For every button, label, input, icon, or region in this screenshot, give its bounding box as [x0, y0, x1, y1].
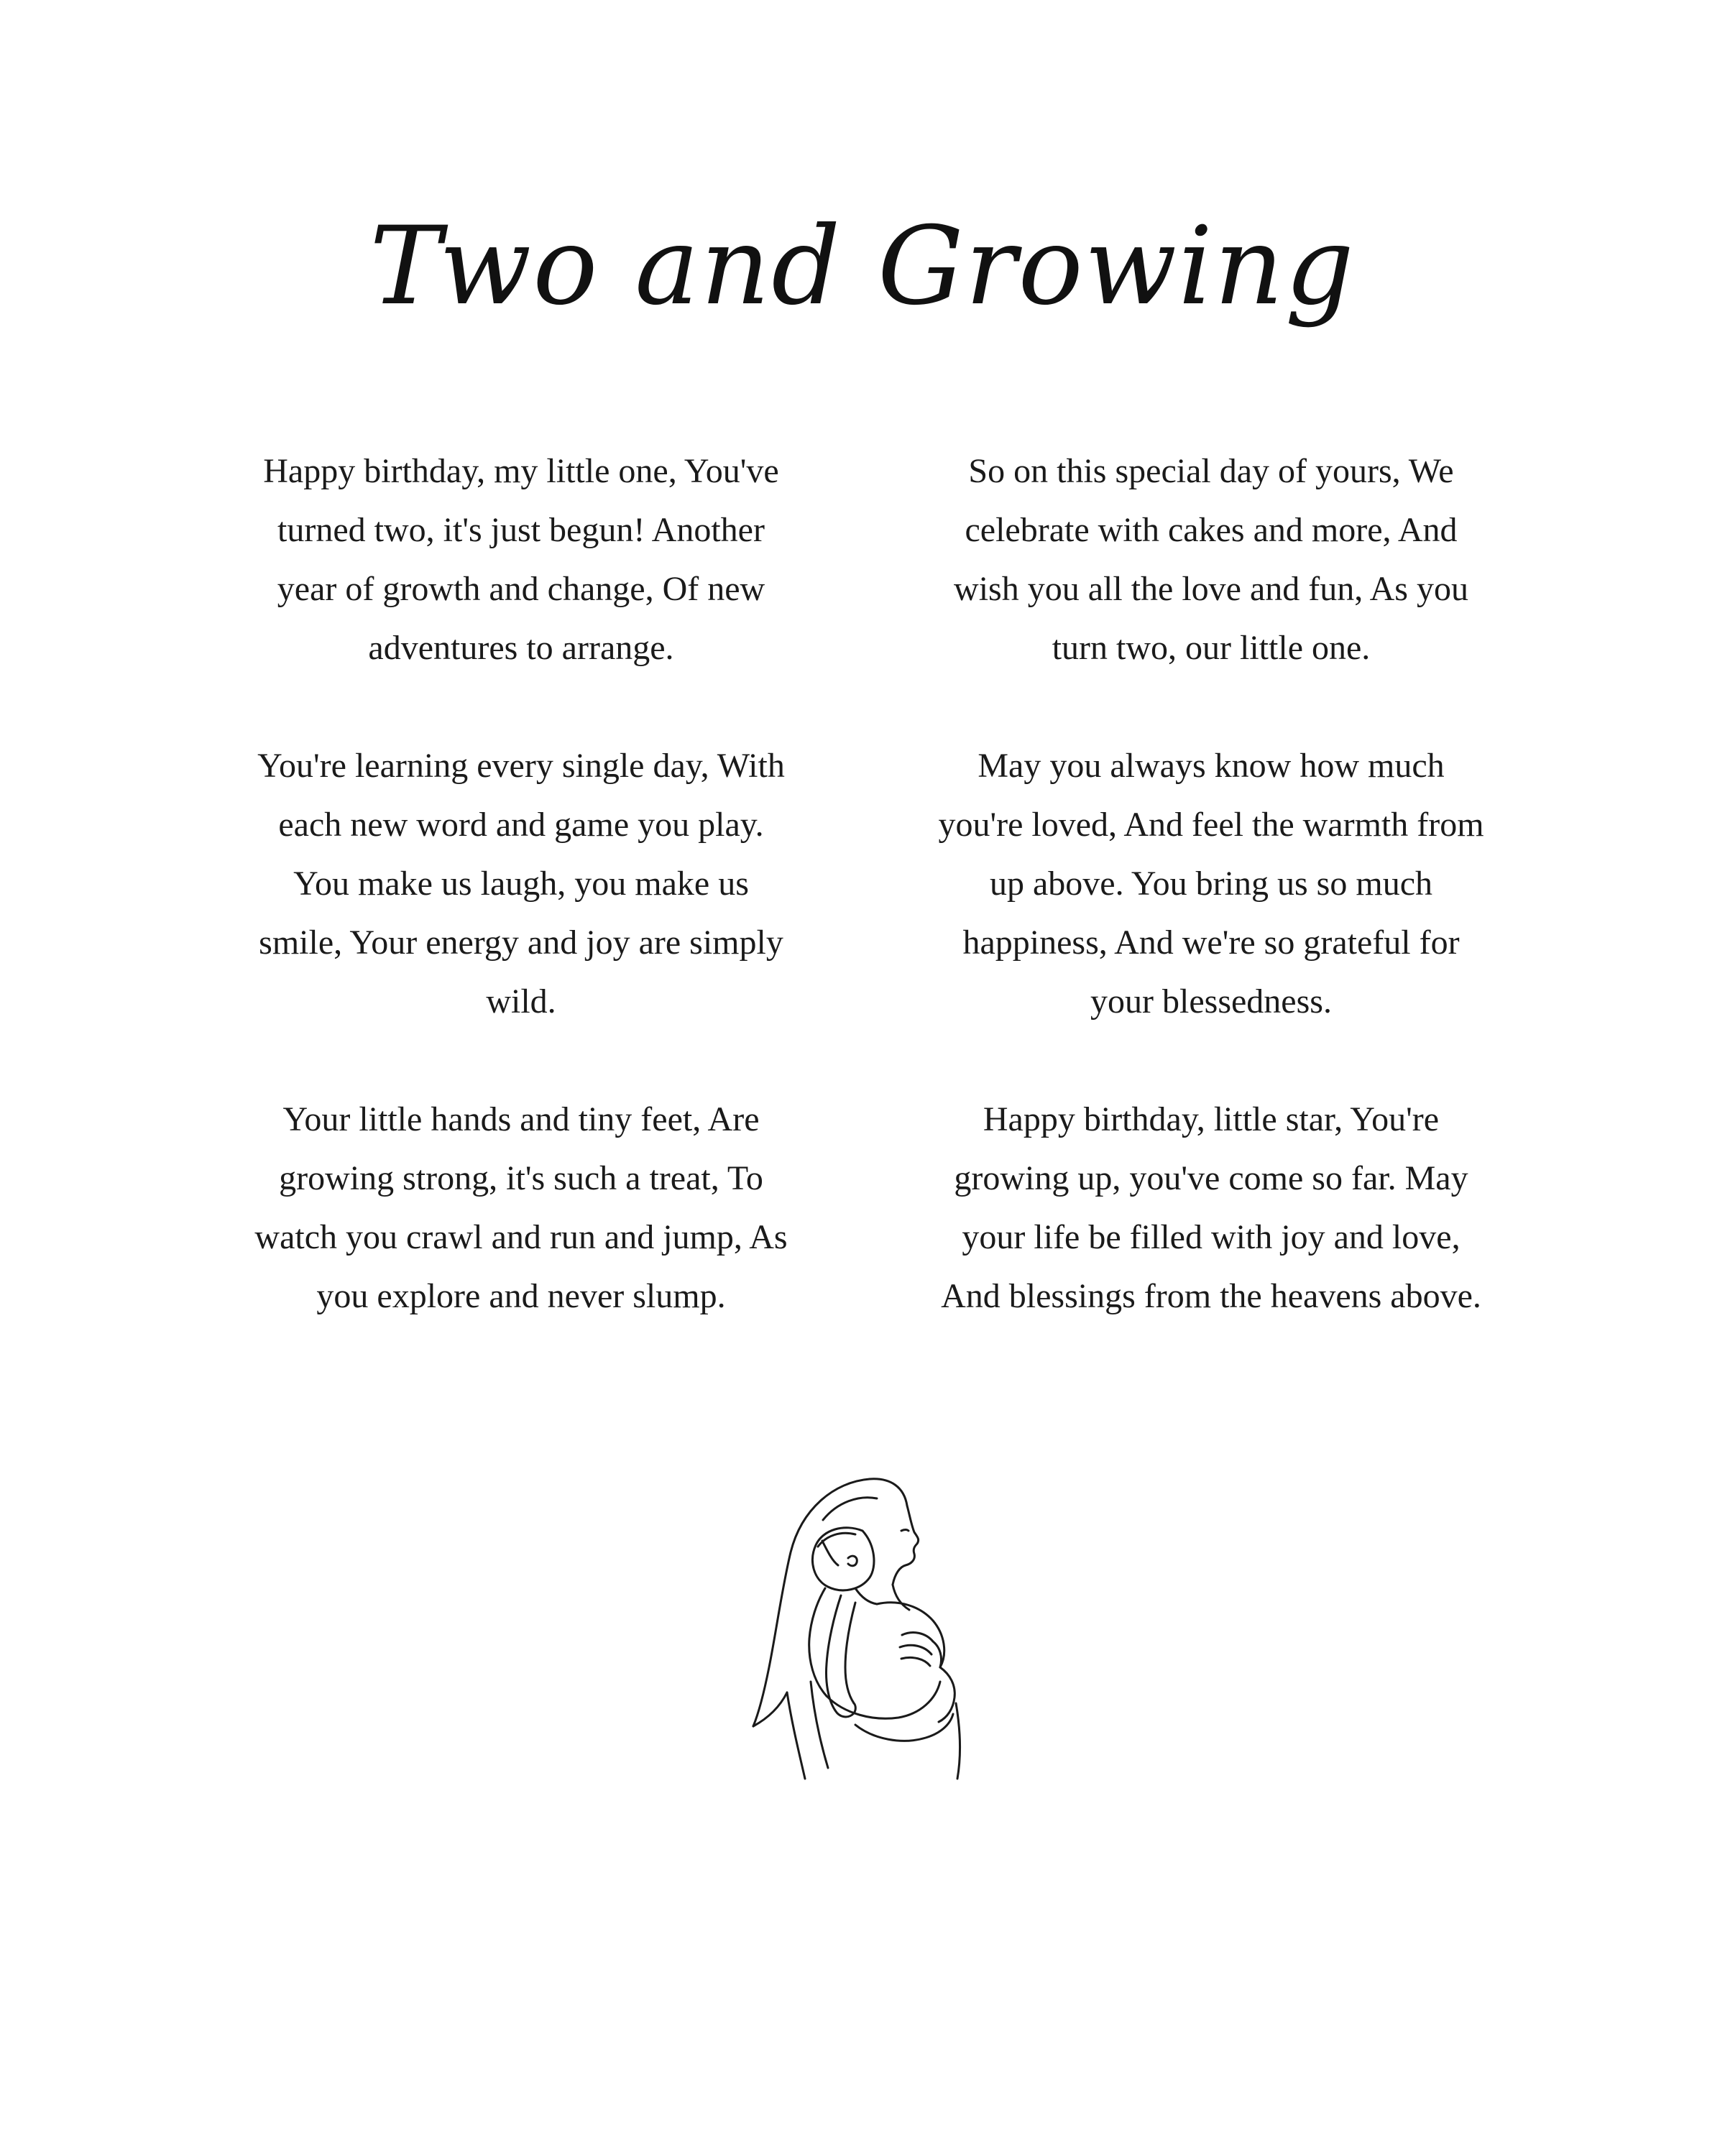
poem-column-left — [248, 442, 794, 1385]
poem-title: Two and Growing — [369, 203, 1356, 329]
stanza-1: Happy birthday, my little one, You've turned two, it's just begun! Another year of growth and change, Of new adventures to arrange. — [263, 452, 779, 667]
mother-holding-child-line-drawing-icon — [748, 1466, 985, 1782]
stanza-5: May you always know how much you're loved, And feel the warmth from up above. You bring us so much happiness, And we're so grateful for your blessedness. — [938, 747, 1484, 1021]
stanza-3: Your little hands and tiny feet, Are growing strong, it's such a treat, To watch you crawl and run and jump, As you explore and never slump. — [254, 1100, 788, 1315]
stanza-2: You're learning every single day, With each new word and game you play. You make us laugh, you make us smile, Your energy and joy are simply wild. — [257, 747, 785, 1021]
stanza-4: So on this special day of yours, We celebrate with cakes and more, And wish you all the love and fun, As you turn two, our little one. — [954, 452, 1468, 667]
poem-column-right — [938, 442, 1484, 1385]
stanza-6: Happy birthday, little star, You're growing up, you've come so far. May your life be filled with joy and love, And blessings from the heavens above. — [941, 1100, 1481, 1315]
